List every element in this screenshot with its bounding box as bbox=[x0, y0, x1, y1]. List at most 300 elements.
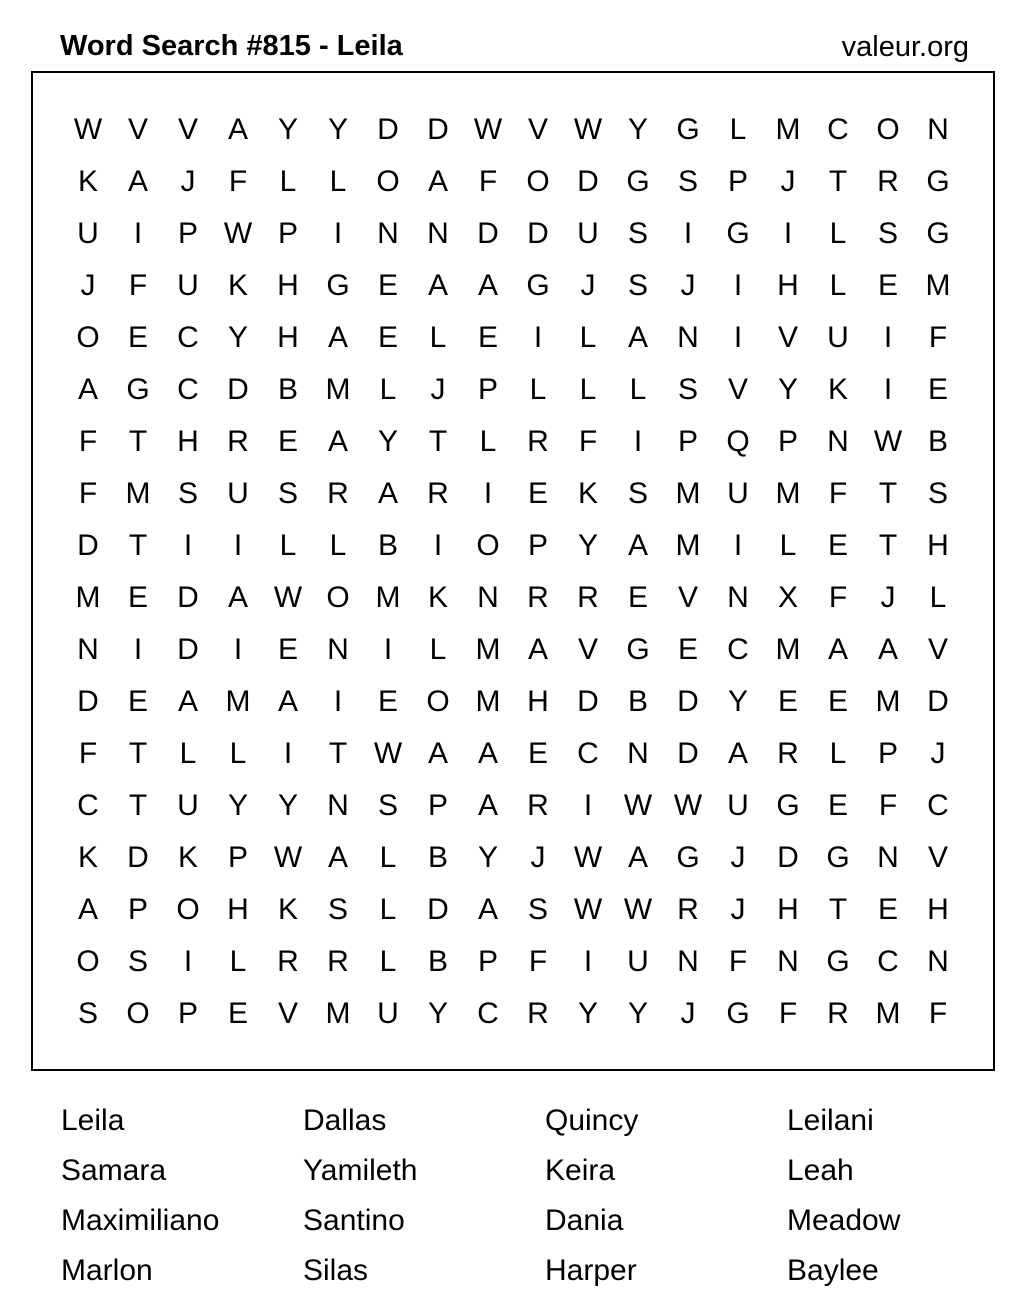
grid-letter: S bbox=[677, 165, 698, 198]
grid-letter: I bbox=[783, 217, 793, 250]
grid-letter: M bbox=[325, 373, 351, 406]
grid-letter: M bbox=[475, 633, 501, 666]
grid-letter: D bbox=[677, 685, 699, 718]
word-list-item: Santino bbox=[303, 1204, 405, 1237]
grid-letter: O bbox=[476, 529, 500, 562]
grid-letter: H bbox=[777, 893, 799, 926]
grid-letter: A bbox=[77, 373, 98, 406]
grid-letter: N bbox=[727, 581, 749, 614]
grid-letter: U bbox=[227, 477, 249, 510]
grid-letter: R bbox=[677, 893, 699, 926]
grid-letter: Y bbox=[327, 113, 348, 146]
grid-letter: J bbox=[180, 165, 196, 198]
grid-letter: D bbox=[427, 113, 449, 146]
grid-letter: V bbox=[927, 841, 948, 874]
grid-letter: R bbox=[527, 789, 549, 822]
grid-letter: W bbox=[273, 841, 303, 874]
grid-letter: G bbox=[926, 217, 950, 250]
grid-letter: R bbox=[427, 477, 449, 510]
grid-letter: K bbox=[427, 581, 448, 614]
grid-letter: I bbox=[133, 217, 143, 250]
grid-letter: N bbox=[827, 425, 849, 458]
grid-letter: G bbox=[326, 269, 350, 302]
grid-letter: A bbox=[627, 529, 648, 562]
grid-letter: D bbox=[227, 373, 249, 406]
grid-letter: I bbox=[383, 633, 393, 666]
grid-letter: A bbox=[427, 269, 448, 302]
grid-letter: J bbox=[80, 269, 96, 302]
grid-letter: Y bbox=[377, 425, 398, 458]
grid-letter: L bbox=[279, 529, 297, 562]
grid-letter: T bbox=[828, 893, 848, 926]
grid-letter: P bbox=[277, 217, 298, 250]
grid-letter: D bbox=[577, 685, 599, 718]
grid-letter: I bbox=[733, 529, 743, 562]
grid-letter: J bbox=[530, 841, 546, 874]
grid-letter: V bbox=[277, 997, 298, 1030]
grid-letter: I bbox=[233, 529, 243, 562]
grid-letter: F bbox=[928, 997, 948, 1030]
grid-letter: A bbox=[627, 321, 648, 354]
grid-letter: M bbox=[475, 685, 501, 718]
grid-letter: S bbox=[127, 945, 148, 978]
grid-letter: T bbox=[128, 789, 148, 822]
grid-letter: F bbox=[78, 737, 98, 770]
grid-letter: U bbox=[627, 945, 649, 978]
grid-letter: O bbox=[76, 945, 100, 978]
grid-letter: M bbox=[775, 633, 801, 666]
grid-letter: L bbox=[579, 321, 597, 354]
grid-letter: K bbox=[77, 841, 98, 874]
grid-letter: E bbox=[277, 633, 298, 666]
grid-letter: A bbox=[877, 633, 898, 666]
grid-letter: H bbox=[277, 321, 299, 354]
grid-letter: L bbox=[229, 737, 247, 770]
grid-letter: M bbox=[675, 529, 701, 562]
grid-letter: M bbox=[75, 581, 101, 614]
grid-letter: T bbox=[828, 165, 848, 198]
grid-letter: I bbox=[233, 633, 243, 666]
grid-letter: N bbox=[327, 633, 349, 666]
grid-letter: C bbox=[177, 321, 199, 354]
grid-letter: A bbox=[477, 893, 498, 926]
grid-letter: Y bbox=[427, 997, 448, 1030]
grid-letter: U bbox=[577, 217, 599, 250]
grid-letter: L bbox=[829, 737, 847, 770]
grid-letter: I bbox=[333, 217, 343, 250]
grid-letter: L bbox=[479, 425, 497, 458]
grid-letter: W bbox=[623, 789, 653, 822]
grid-letter: Y bbox=[227, 321, 248, 354]
grid-letter: L bbox=[429, 321, 447, 354]
grid-letter: G bbox=[776, 789, 800, 822]
grid-letter: R bbox=[227, 425, 249, 458]
grid-letter: W bbox=[873, 425, 903, 458]
grid-letter: S bbox=[327, 893, 348, 926]
grid-letter: L bbox=[729, 113, 747, 146]
grid-letter: O bbox=[876, 113, 900, 146]
grid-letter: R bbox=[827, 997, 849, 1030]
grid-letter: F bbox=[228, 165, 248, 198]
grid-letter: L bbox=[279, 165, 297, 198]
grid-letter: I bbox=[183, 529, 193, 562]
grid-letter: E bbox=[877, 269, 898, 302]
grid-letter: J bbox=[780, 165, 796, 198]
grid-letter: A bbox=[177, 685, 198, 718]
grid-letter: K bbox=[277, 893, 298, 926]
grid-letter: J bbox=[930, 737, 946, 770]
grid-letter: A bbox=[127, 165, 148, 198]
grid-letter: W bbox=[373, 737, 403, 770]
grid-letter: L bbox=[379, 841, 397, 874]
grid-letter: D bbox=[777, 841, 799, 874]
grid-letter: C bbox=[477, 997, 499, 1030]
grid-letter: P bbox=[677, 425, 698, 458]
grid-letter: G bbox=[826, 945, 850, 978]
grid-letter: N bbox=[327, 789, 349, 822]
grid-letter: I bbox=[733, 269, 743, 302]
grid-letter: A bbox=[477, 789, 498, 822]
grid-letter: L bbox=[329, 529, 347, 562]
grid-letter: Y bbox=[627, 113, 648, 146]
grid-letter: D bbox=[127, 841, 149, 874]
grid-letter: I bbox=[883, 321, 893, 354]
grid-letter: T bbox=[128, 425, 148, 458]
grid-letter: F bbox=[828, 581, 848, 614]
word-list-item: Keira bbox=[545, 1154, 616, 1187]
grid-letter: I bbox=[283, 737, 293, 770]
grid-letter: I bbox=[333, 685, 343, 718]
grid-letter: W bbox=[223, 217, 253, 250]
grid-letter: V bbox=[777, 321, 798, 354]
grid-letter: F bbox=[928, 321, 948, 354]
grid-letter: O bbox=[76, 321, 100, 354]
grid-letter: H bbox=[927, 529, 949, 562]
grid-letter: E bbox=[927, 373, 948, 406]
grid-letter: H bbox=[927, 893, 949, 926]
grid-letter: E bbox=[827, 685, 848, 718]
grid-letter: A bbox=[827, 633, 848, 666]
grid-letter: S bbox=[77, 997, 98, 1030]
grid-letter: N bbox=[927, 945, 949, 978]
grid-letter: I bbox=[133, 633, 143, 666]
grid-letter: C bbox=[177, 373, 199, 406]
grid-letter: I bbox=[733, 321, 743, 354]
grid-letter: A bbox=[627, 841, 648, 874]
grid-letter: E bbox=[527, 477, 548, 510]
grid-letter: D bbox=[577, 165, 599, 198]
grid-letter: Y bbox=[227, 789, 248, 822]
grid-letter: I bbox=[683, 217, 693, 250]
grid-letter: C bbox=[77, 789, 99, 822]
grid-letter: D bbox=[77, 529, 99, 562]
grid-letter: P bbox=[477, 373, 498, 406]
grid-letter: S bbox=[277, 477, 298, 510]
grid-letter: E bbox=[227, 997, 248, 1030]
grid-letter: H bbox=[777, 269, 799, 302]
grid-letter: P bbox=[527, 529, 548, 562]
grid-letter: P bbox=[777, 425, 798, 458]
grid-letter: N bbox=[777, 945, 799, 978]
grid-letter: C bbox=[827, 113, 849, 146]
grid-letter: J bbox=[580, 269, 596, 302]
grid-letter: H bbox=[177, 425, 199, 458]
grid-letter: I bbox=[633, 425, 643, 458]
grid-letter: T bbox=[328, 737, 348, 770]
grid-letter: K bbox=[177, 841, 198, 874]
grid-letter: D bbox=[477, 217, 499, 250]
grid-letter: V bbox=[577, 633, 598, 666]
grid-letter: M bbox=[125, 477, 151, 510]
grid-letter: Y bbox=[727, 685, 748, 718]
grid-letter: R bbox=[327, 477, 349, 510]
grid-letter: A bbox=[277, 685, 298, 718]
grid-letter: B bbox=[377, 529, 398, 562]
grid-letter: A bbox=[77, 893, 98, 926]
word-list-item: Leilani bbox=[787, 1104, 874, 1137]
grid-letter: T bbox=[428, 425, 448, 458]
site-name: valeur.org bbox=[841, 31, 969, 63]
grid-letter: U bbox=[827, 321, 849, 354]
grid-letter: K bbox=[227, 269, 248, 302]
grid-letter: E bbox=[777, 685, 798, 718]
grid-letter: S bbox=[927, 477, 948, 510]
grid-letter: E bbox=[377, 269, 398, 302]
grid-letter: G bbox=[726, 217, 750, 250]
grid-letter: W bbox=[623, 893, 653, 926]
grid-letter: L bbox=[579, 373, 597, 406]
grid-letter: A bbox=[327, 841, 348, 874]
grid-letter: R bbox=[577, 581, 599, 614]
word-list-item: Quincy bbox=[545, 1104, 639, 1137]
grid-letter: V bbox=[727, 373, 748, 406]
grid-letter: R bbox=[527, 997, 549, 1030]
grid-letter: F bbox=[528, 945, 548, 978]
grid-letter: I bbox=[483, 477, 493, 510]
grid-letter: G bbox=[126, 373, 150, 406]
grid-letter: B bbox=[627, 685, 648, 718]
grid-letter: O bbox=[526, 165, 550, 198]
grid-letter: D bbox=[927, 685, 949, 718]
grid-letter: E bbox=[527, 737, 548, 770]
grid-letter: J bbox=[730, 841, 746, 874]
grid-letter: N bbox=[677, 321, 699, 354]
grid-letter: B bbox=[277, 373, 298, 406]
word-list-item: Silas bbox=[303, 1254, 369, 1287]
grid-letter: B bbox=[927, 425, 948, 458]
grid-letter: L bbox=[379, 945, 397, 978]
grid-letter: O bbox=[176, 893, 200, 926]
grid-letter: B bbox=[427, 841, 448, 874]
grid-letter: M bbox=[925, 269, 951, 302]
grid-letter: S bbox=[377, 789, 398, 822]
grid-letter: T bbox=[878, 529, 898, 562]
word-list-item: Samara bbox=[61, 1154, 167, 1187]
grid-letter: W bbox=[573, 893, 603, 926]
grid-letter: W bbox=[473, 113, 503, 146]
grid-letter: E bbox=[477, 321, 498, 354]
grid-letter: J bbox=[880, 581, 896, 614]
grid-letter: E bbox=[127, 581, 148, 614]
grid-letter: M bbox=[875, 997, 901, 1030]
grid-letter: N bbox=[877, 841, 899, 874]
grid-letter: D bbox=[677, 737, 699, 770]
grid-letter: D bbox=[77, 685, 99, 718]
grid-letter: O bbox=[376, 165, 400, 198]
grid-letter: H bbox=[277, 269, 299, 302]
grid-letter: R bbox=[327, 945, 349, 978]
grid-letter: N bbox=[427, 217, 449, 250]
grid-letter: O bbox=[426, 685, 450, 718]
grid-letter: L bbox=[529, 373, 547, 406]
word-list-item: Maximiliano bbox=[61, 1204, 220, 1237]
grid-letter: A bbox=[427, 737, 448, 770]
grid-letter: X bbox=[777, 581, 798, 614]
grid-letter: L bbox=[429, 633, 447, 666]
grid-letter: H bbox=[527, 685, 549, 718]
grid-letter: P bbox=[177, 997, 198, 1030]
grid-letter: U bbox=[177, 789, 199, 822]
grid-letter: N bbox=[377, 217, 399, 250]
grid-letter: P bbox=[427, 789, 448, 822]
grid-letter: Y bbox=[277, 113, 298, 146]
grid-letter: M bbox=[325, 997, 351, 1030]
letter-grid bbox=[63, 104, 963, 1040]
grid-letter: E bbox=[377, 321, 398, 354]
grid-letter: S bbox=[177, 477, 198, 510]
word-list-item: Meadow bbox=[787, 1204, 901, 1237]
grid-letter: W bbox=[73, 113, 103, 146]
grid-letter: S bbox=[677, 373, 698, 406]
grid-letter: S bbox=[877, 217, 898, 250]
grid-letter: N bbox=[677, 945, 699, 978]
grid-letter: E bbox=[877, 893, 898, 926]
grid-letter: A bbox=[327, 425, 348, 458]
grid-letter: K bbox=[577, 477, 598, 510]
grid-letter: S bbox=[527, 893, 548, 926]
grid-letter: D bbox=[527, 217, 549, 250]
grid-letter: Y bbox=[277, 789, 298, 822]
grid-letter: M bbox=[775, 477, 801, 510]
grid-letter: G bbox=[726, 997, 750, 1030]
grid-letter: A bbox=[477, 737, 498, 770]
grid-letter: E bbox=[627, 581, 648, 614]
grid-letter: V bbox=[677, 581, 698, 614]
grid-letter: E bbox=[277, 425, 298, 458]
grid-letter: I bbox=[583, 945, 593, 978]
grid-letter: D bbox=[427, 893, 449, 926]
grid-letter: E bbox=[127, 685, 148, 718]
puzzle-title: Word Search #815 - Leila bbox=[60, 30, 403, 62]
grid-letter: Y bbox=[577, 529, 598, 562]
grid-letter: R bbox=[277, 945, 299, 978]
grid-letter: J bbox=[680, 997, 696, 1030]
grid-letter: A bbox=[477, 269, 498, 302]
grid-letter: P bbox=[877, 737, 898, 770]
grid-letter: G bbox=[676, 841, 700, 874]
grid-letter: U bbox=[77, 217, 99, 250]
grid-letter: T bbox=[128, 737, 148, 770]
grid-letter: L bbox=[929, 581, 947, 614]
grid-letter: A bbox=[427, 165, 448, 198]
grid-letter: S bbox=[627, 477, 648, 510]
grid-letter: M bbox=[775, 113, 801, 146]
word-list-item: Leila bbox=[61, 1104, 125, 1137]
grid-letter: C bbox=[577, 737, 599, 770]
grid-letter: G bbox=[526, 269, 550, 302]
grid-letter: F bbox=[78, 477, 98, 510]
grid-letter: F bbox=[778, 997, 798, 1030]
grid-letter: I bbox=[583, 789, 593, 822]
grid-letter: W bbox=[673, 789, 703, 822]
grid-letter: A bbox=[227, 113, 248, 146]
grid-letter: E bbox=[127, 321, 148, 354]
grid-letter: K bbox=[77, 165, 98, 198]
grid-letter: I bbox=[433, 529, 443, 562]
grid-letter: A bbox=[527, 633, 548, 666]
word-list-item: Yamileth bbox=[303, 1154, 418, 1187]
grid-letter: F bbox=[78, 425, 98, 458]
grid-letter: D bbox=[177, 633, 199, 666]
word-list-item: Leah bbox=[787, 1154, 854, 1187]
grid-letter: Q bbox=[726, 425, 750, 458]
grid-letter: L bbox=[179, 737, 197, 770]
grid-letter: R bbox=[877, 165, 899, 198]
grid-letter: U bbox=[377, 997, 399, 1030]
grid-letter: V bbox=[127, 113, 148, 146]
grid-letter: C bbox=[727, 633, 749, 666]
grid-letter: T bbox=[128, 529, 148, 562]
grid-letter: N bbox=[477, 581, 499, 614]
word-list-item: Dallas bbox=[303, 1104, 387, 1137]
grid-letter: L bbox=[379, 893, 397, 926]
grid-letter: F bbox=[128, 269, 148, 302]
grid-letter: C bbox=[927, 789, 949, 822]
grid-letter: D bbox=[177, 581, 199, 614]
grid-letter: Y bbox=[477, 841, 498, 874]
grid-letter: A bbox=[227, 581, 248, 614]
grid-letter: T bbox=[878, 477, 898, 510]
grid-letter: V bbox=[527, 113, 548, 146]
word-list-item: Harper bbox=[545, 1254, 637, 1287]
grid-letter: N bbox=[627, 737, 649, 770]
grid-letter: V bbox=[177, 113, 198, 146]
grid-letter: Y bbox=[577, 997, 598, 1030]
grid-letter: G bbox=[676, 113, 700, 146]
grid-letter: J bbox=[730, 893, 746, 926]
grid-letter: O bbox=[126, 997, 150, 1030]
grid-letter: A bbox=[727, 737, 748, 770]
grid-letter: C bbox=[877, 945, 899, 978]
grid-letter: Y bbox=[627, 997, 648, 1030]
grid-letter: W bbox=[273, 581, 303, 614]
grid-letter: J bbox=[680, 269, 696, 302]
grid-letter: L bbox=[779, 529, 797, 562]
grid-letter: V bbox=[927, 633, 948, 666]
grid-letter: A bbox=[327, 321, 348, 354]
grid-letter: M bbox=[875, 685, 901, 718]
grid-letter: G bbox=[626, 165, 650, 198]
grid-letter: E bbox=[677, 633, 698, 666]
grid-letter: S bbox=[627, 269, 648, 302]
word-list-item: Dania bbox=[545, 1204, 624, 1237]
grid-letter: E bbox=[827, 789, 848, 822]
grid-letter: F bbox=[878, 789, 898, 822]
grid-letter: O bbox=[326, 581, 350, 614]
grid-letter: M bbox=[375, 581, 401, 614]
grid-letter: G bbox=[826, 841, 850, 874]
grid-letter: D bbox=[377, 113, 399, 146]
